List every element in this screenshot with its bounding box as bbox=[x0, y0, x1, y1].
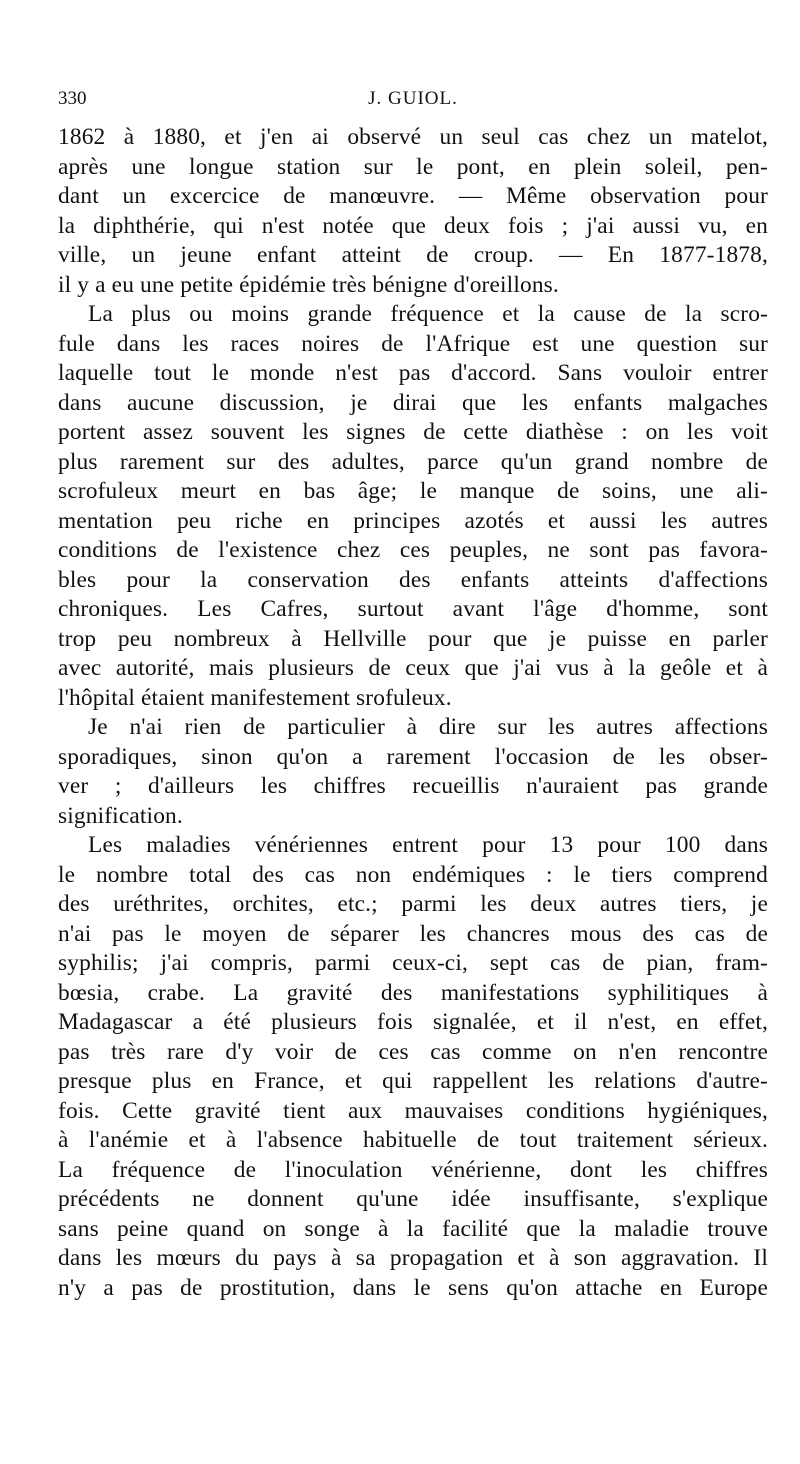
text-line: ville, un jeune enfant atteint de croup. — En 1877-1878, bbox=[58, 242, 768, 268]
page-header-title: J. GUIOL. bbox=[368, 88, 458, 109]
text-line: La fréquence de l'inoculation vénérienne, dont les chiffres bbox=[58, 1156, 768, 1183]
text-line: La plus ou moins grande fréquence et la cause de la scro- bbox=[88, 301, 768, 327]
text-line: laquelle tout le monde n'est pas d'accord. Sans vouloir entrer bbox=[58, 360, 768, 386]
text-line: chroniques. Les Cafres, surtout avant l'âge d'homme, sont bbox=[58, 596, 768, 622]
text-line: il y a eu une petite épidémie très bénigne d'oreillons. bbox=[58, 271, 559, 298]
text-line: Les maladies vénériennes entrent pour 13 pour 100 dans bbox=[88, 832, 768, 858]
page-number: 330 bbox=[58, 88, 87, 109]
text-line: des uréthrites, orchites, etc.; parmi les deux autres tiers, je bbox=[58, 891, 768, 917]
text-body bbox=[58, 123, 768, 1303]
text-line: sans peine quand on songe à la facilité que la maladie trouve bbox=[58, 1215, 768, 1242]
text-line: fule dans les races noires de l'Afrique est une question sur bbox=[58, 330, 768, 357]
text-line: n'ai pas le moyen de séparer les chancres mous des cas de bbox=[58, 920, 768, 947]
text-line: l'hôpital étaient manifestement srofuleux. bbox=[58, 684, 452, 711]
text-line: Madagascar a été plusieurs fois signalée, et il n'est, en effet, bbox=[58, 1009, 768, 1035]
running-head bbox=[58, 88, 768, 112]
text-line: pas très rare d'y voir de ces cas comme on n'en rencontre bbox=[58, 1038, 768, 1065]
text-line: dans les mœurs du pays à sa propagation et à son aggravation. Il bbox=[58, 1245, 768, 1271]
text-line: Je n'ai rien de particulier à dire sur les autres affections bbox=[88, 714, 768, 740]
text-line: bles pour la conservation des enfants atteints d'affections bbox=[58, 566, 768, 593]
text-line: fois. Cette gravité tient aux mauvaises conditions hygiéniques, bbox=[58, 1097, 768, 1124]
text-line: conditions de l'existence chez ces peuples, ne sont pas favora- bbox=[58, 537, 768, 563]
text-line: 1862 à 1880, et j'en ai observé un seul cas chez un matelot, bbox=[58, 124, 768, 150]
text-line: syphilis; j'ai compris, parmi ceux-ci, sept cas de pian, fram- bbox=[58, 950, 768, 976]
text-line: à l'anémie et à l'absence habituelle de tout traitement sérieux. bbox=[58, 1127, 768, 1153]
text-line: le nombre total des cas non endémiques : le tiers comprend bbox=[58, 861, 768, 888]
text-line: signification. bbox=[58, 802, 183, 829]
text-line: bœsia, crabe. La gravité des manifestations syphilitiques à bbox=[58, 979, 768, 1006]
text-line: mentation peu riche en principes azotés et aussi les autres bbox=[58, 507, 768, 534]
text-line: sporadiques, sinon qu'on a rarement l'occasion de les obser- bbox=[58, 743, 768, 770]
text-line: trop peu nombreux à Hellville pour que je puisse en parler bbox=[58, 625, 768, 652]
text-line: plus rarement sur des adultes, parce qu'un grand nombre de bbox=[58, 448, 768, 475]
text-line: précédents ne donnent qu'une idée insuffisante, s'explique bbox=[58, 1186, 768, 1212]
text-line: presque plus en France, et qui rappellent les relations d'autre- bbox=[58, 1068, 768, 1094]
text-line: dant un excercice de manœuvre. — Même observation pour bbox=[58, 183, 768, 209]
text-line: avec autorité, mais plusieurs de ceux que j'ai vus à la geôle et à bbox=[58, 655, 768, 681]
text-line: n'y a pas de prostitution, dans le sens qu'on attache en Europe bbox=[58, 1274, 768, 1301]
text-line: la diphthérie, qui n'est notée que deux fois ; j'ai aussi vu, en bbox=[58, 212, 768, 239]
text-line: ver ; d'ailleurs les chiffres recueillis n'auraient pas grande bbox=[58, 773, 768, 799]
text-line: scrofuleux meurt en bas âge; le manque de soins, une ali- bbox=[58, 478, 768, 504]
text-line: dans aucune discussion, je dirai que les enfants malgaches bbox=[58, 389, 768, 416]
text-line: portent assez souvent les signes de cette diathèse : on les voit bbox=[58, 419, 768, 445]
text-line: après une longue station sur le pont, en plein soleil, pen- bbox=[58, 153, 768, 180]
